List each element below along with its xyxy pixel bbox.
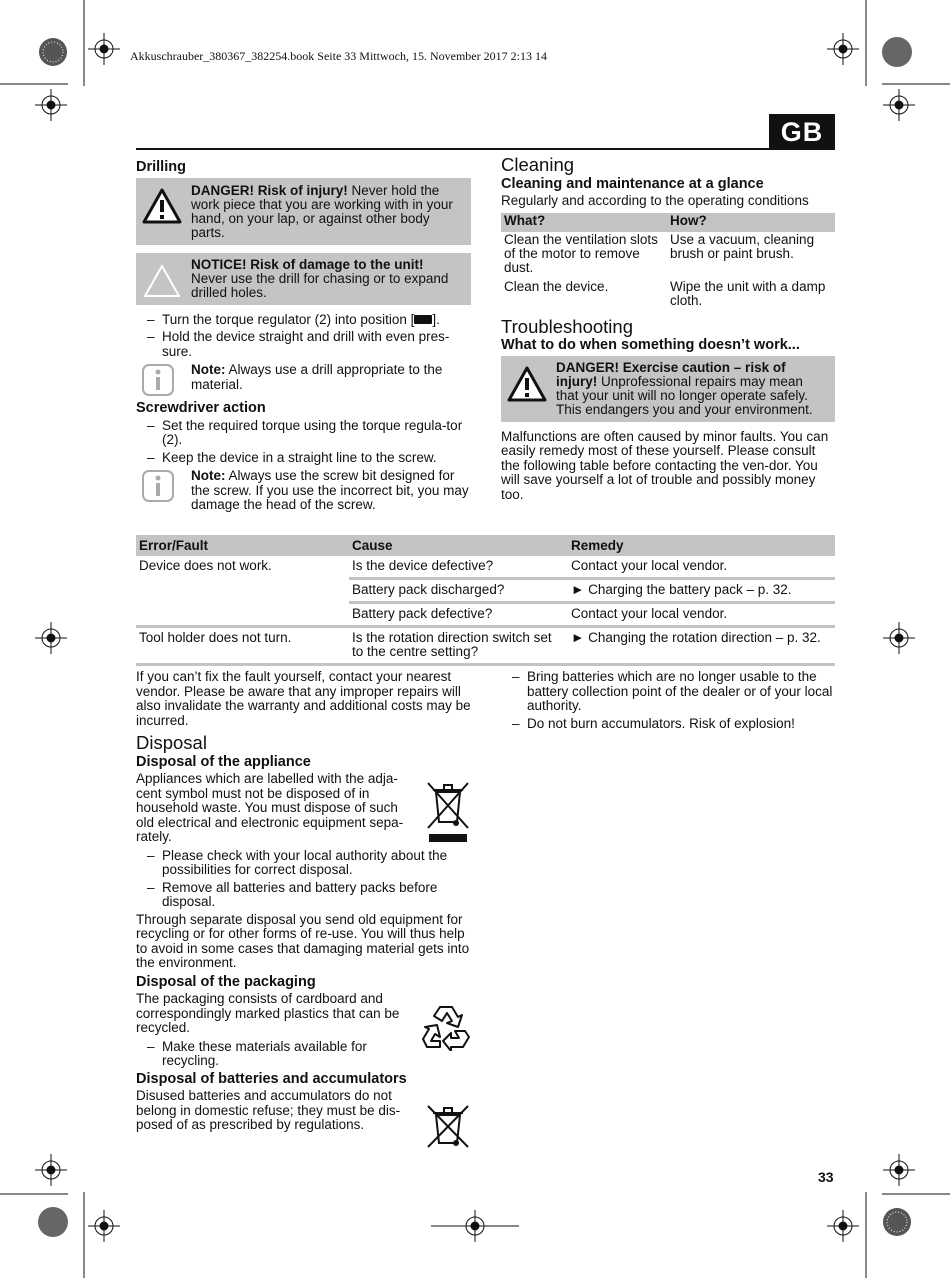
note-drilling: Note: Always use a drill appropriate to the material. — [136, 363, 471, 395]
warning-triangle-icon — [507, 366, 547, 402]
crossed-bin-icon — [426, 780, 470, 844]
list-item: – Set the required torque using the torque regula-tor (2). — [147, 417, 463, 447]
danger-title: DANGER! Risk of injury! — [191, 182, 348, 198]
list-item: – Please check with your local authority about the possibilities for correct disposal. — [147, 847, 448, 877]
cleaning-heading: Cleaning — [501, 154, 575, 175]
cleaning-table — [501, 213, 835, 312]
table-header: How? — [667, 213, 835, 232]
language-tab: GB — [769, 114, 835, 150]
list-item: – Bring batteries which are no longer usable to the battery collection point of the dealer or of your local authority. — [512, 669, 833, 713]
batteries-text: Disused batteries and accumulators do not belong in domestic refuse; they must be dis-posed of as prescribed by regulations. — [136, 1088, 401, 1132]
danger-text: Never hold the work piece that you are working with in your hand, on your lap, or against other body parts. — [191, 182, 453, 240]
after-table-text: If you can’t fix the fault yourself, contact your nearest vendor. Please be aware that any improper repairs will also invalidate the warranty and additional costs may be incurred. — [136, 669, 471, 728]
recycling-icon — [421, 1003, 471, 1051]
battery-disposal-list — [501, 670, 835, 731]
notice-title: NOTICE! Risk of damage to the unit! — [191, 256, 424, 272]
screwdriver-heading: Screwdriver action — [136, 400, 266, 416]
fault-table — [136, 535, 835, 666]
drilling-steps — [136, 313, 471, 360]
header-rule — [136, 148, 835, 150]
disposal-heading: Disposal — [136, 732, 207, 753]
list-item: – Keep the device in a straight line to the screw. — [147, 449, 437, 465]
table-row: Battery pack defective? Contact your local vendor. — [136, 603, 835, 627]
drill-mode-icon — [414, 315, 432, 324]
print-slug: Akkuschrauber_380367_382254.book Seite 33 Mittwoch, 15. November 2017 2:13 14 — [130, 49, 547, 63]
crossed-bin-battery-icon — [426, 1103, 470, 1149]
table-header: Error/Fault — [136, 535, 349, 556]
table-row: Tool holder does not turn. Is the rotation direction switch set to the centre setting? ► Changing the rotation direction – p. 32. — [136, 627, 835, 665]
page-number: 33 — [818, 1169, 834, 1185]
table-row: Battery pack discharged? ► Charging the battery pack – p. 32. — [136, 579, 835, 603]
appliance-heading: Disposal of the appliance — [136, 753, 311, 770]
table-row: Clean the device. Wipe the unit with a damp cloth. — [504, 278, 826, 308]
table-row: Device does not work. Is the device defective? Contact your local vendor. — [136, 556, 835, 579]
table-header: Remedy — [568, 535, 835, 556]
appliance-list — [136, 849, 471, 910]
batteries-heading: Disposal of batteries and accumulators — [136, 1070, 407, 1087]
list-item: – Turn the torque regulator (2) into position [ ]. — [147, 311, 440, 327]
packaging-heading: Disposal of the packaging — [136, 973, 316, 990]
right-column-top — [501, 154, 835, 506]
appliance-text: Appliances which are labelled with the adja-cent symbol must not be disposed of in household waste. You must dispose of such old electrical and electronic equipment sepa-rately. — [136, 771, 404, 844]
screwdriver-steps — [136, 419, 471, 466]
note-screwdriver: Note: Always use the screw bit designed for the screw. If you use the incorrect bit, you may damage the head of the screw. — [136, 469, 471, 513]
list-item: – Hold the device straight and drill with even pres-sure. — [147, 329, 450, 359]
cleaning-subheading: Cleaning and maintenance at a glance — [501, 175, 764, 192]
appliance-after-text: Through separate disposal you send old equipment for recycling or for other forms of re-use. You will thus help to avoid in some cases that damaging material gets into the environment. — [136, 911, 470, 970]
drilling-heading: Drilling — [136, 159, 186, 175]
notice-box-drilling — [136, 253, 471, 305]
info-icon — [142, 364, 174, 396]
table-header: Cause — [349, 535, 568, 556]
notice-triangle-icon — [142, 263, 182, 299]
table-row: Clean the ventilation slots of the motor to remove dust. Use a vacuum, cleaning brush or paint brush. — [504, 231, 815, 275]
troubleshooting-intro: Malfunctions are often caused by minor faults. You can easily remedy most of these yourself. Please consult the following table before contacting the ven-dor. You will save yourself a lot of trouble and possibly money too. — [501, 428, 829, 502]
danger-box-troubleshooting: DANGER! Exercise caution – risk of injury! Unprofessional repairs may mean that your unit will no longer operate safely. This endangers you and your environment. — [501, 356, 835, 422]
left-column-top — [136, 160, 471, 519]
troubleshooting-heading: Troubleshooting — [501, 315, 633, 337]
info-icon — [142, 470, 174, 502]
cleaning-intro: Regularly and according to the operating conditions — [501, 193, 809, 208]
list-item: – Remove all batteries and battery packs before disposal. — [147, 879, 438, 909]
notice-text: Never use the drill for chasing or to expand drilled holes. — [191, 270, 449, 300]
list-item: – Make these materials available for recycling. — [147, 1038, 367, 1068]
warning-triangle-icon — [142, 188, 182, 224]
troubleshooting-subheading: What to do when something doesn’t work... — [501, 337, 800, 353]
table-header: What? — [501, 213, 667, 232]
right-column-bottom — [501, 670, 835, 734]
left-column-bottom — [136, 670, 471, 1137]
list-item: – Do not burn accumulators. Risk of explosion! — [512, 715, 795, 731]
packaging-text: The packaging consists of cardboard and correspondingly marked plastics that can be recycled. — [136, 991, 400, 1035]
danger-box-drilling — [136, 178, 471, 245]
